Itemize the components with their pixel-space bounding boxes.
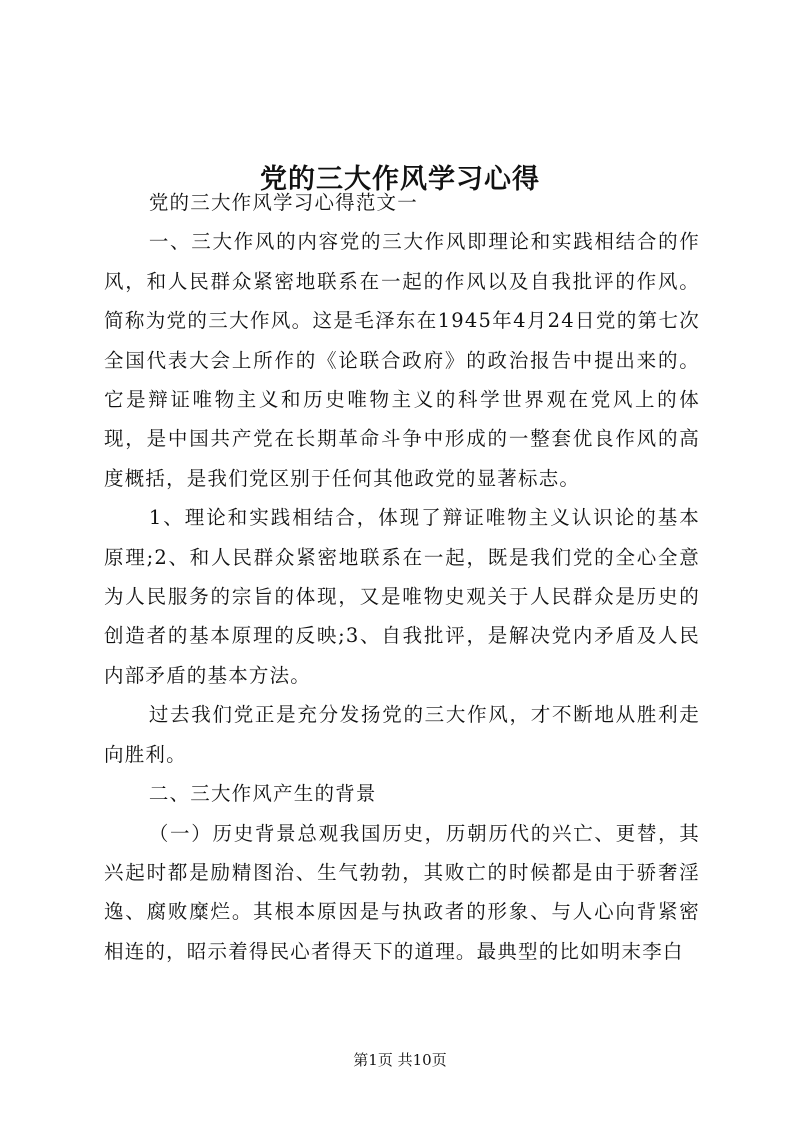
paragraph-subtitle: 党的三大作风学习心得范文一 <box>148 191 418 214</box>
paragraph-1: 一、三大作风的内容党的三大作风即理论和实践相结合的作风，和人民群众紧密地联系在一起的作风以及自我批评的作风。简称为党的三大作风。这是毛泽东在1945年4月24日党的第七次全国代表大会上所作的《论联合政府》的政治报告中提出来的。它是辩证唯物主义和历史唯物主义的科学世界观在党风上的体现，是中国共产党在长期革命斗争中形成的一整套优良作风的高度概括，是我们党区别于任何其他政党的显著标志。 <box>104 230 700 490</box>
paragraph-4: （一）历史背景总观我国历史，历朝历代的兴亡、更替，其兴起时都是励精图治、生气勃勃，其败亡的时候都是由于骄奢淫逸、腐败糜烂。其根本原因是与执政者的形象、与人心向背紧密相连的，昭示着得民心者得天下的道理。最典型的比如明末李白 <box>104 821 700 963</box>
section-heading: 二、三大作风产生的背景 <box>148 782 377 806</box>
document-title: 党的三大作风学习心得 <box>260 164 540 196</box>
paragraph-3: 过去我们党正是充分发扬党的三大作风，才不断地从胜利走向胜利。 <box>104 703 700 766</box>
paragraph-2: 1、理论和实践相结合，体现了辩证唯物主义认识论的基本原理;2、和人民群众紧密地联系在一起，既是我们党的全心全意为人民服务的宗旨的体现，又是唯物史观关于人民群众是历史的创造者的基本原理的反映;3、自我批评，是解决党内矛盾及人民内部矛盾的基本方法。 <box>104 506 700 687</box>
document-body <box>104 183 700 971</box>
page-number-footer: 第1页 共10页 <box>353 1051 447 1069</box>
